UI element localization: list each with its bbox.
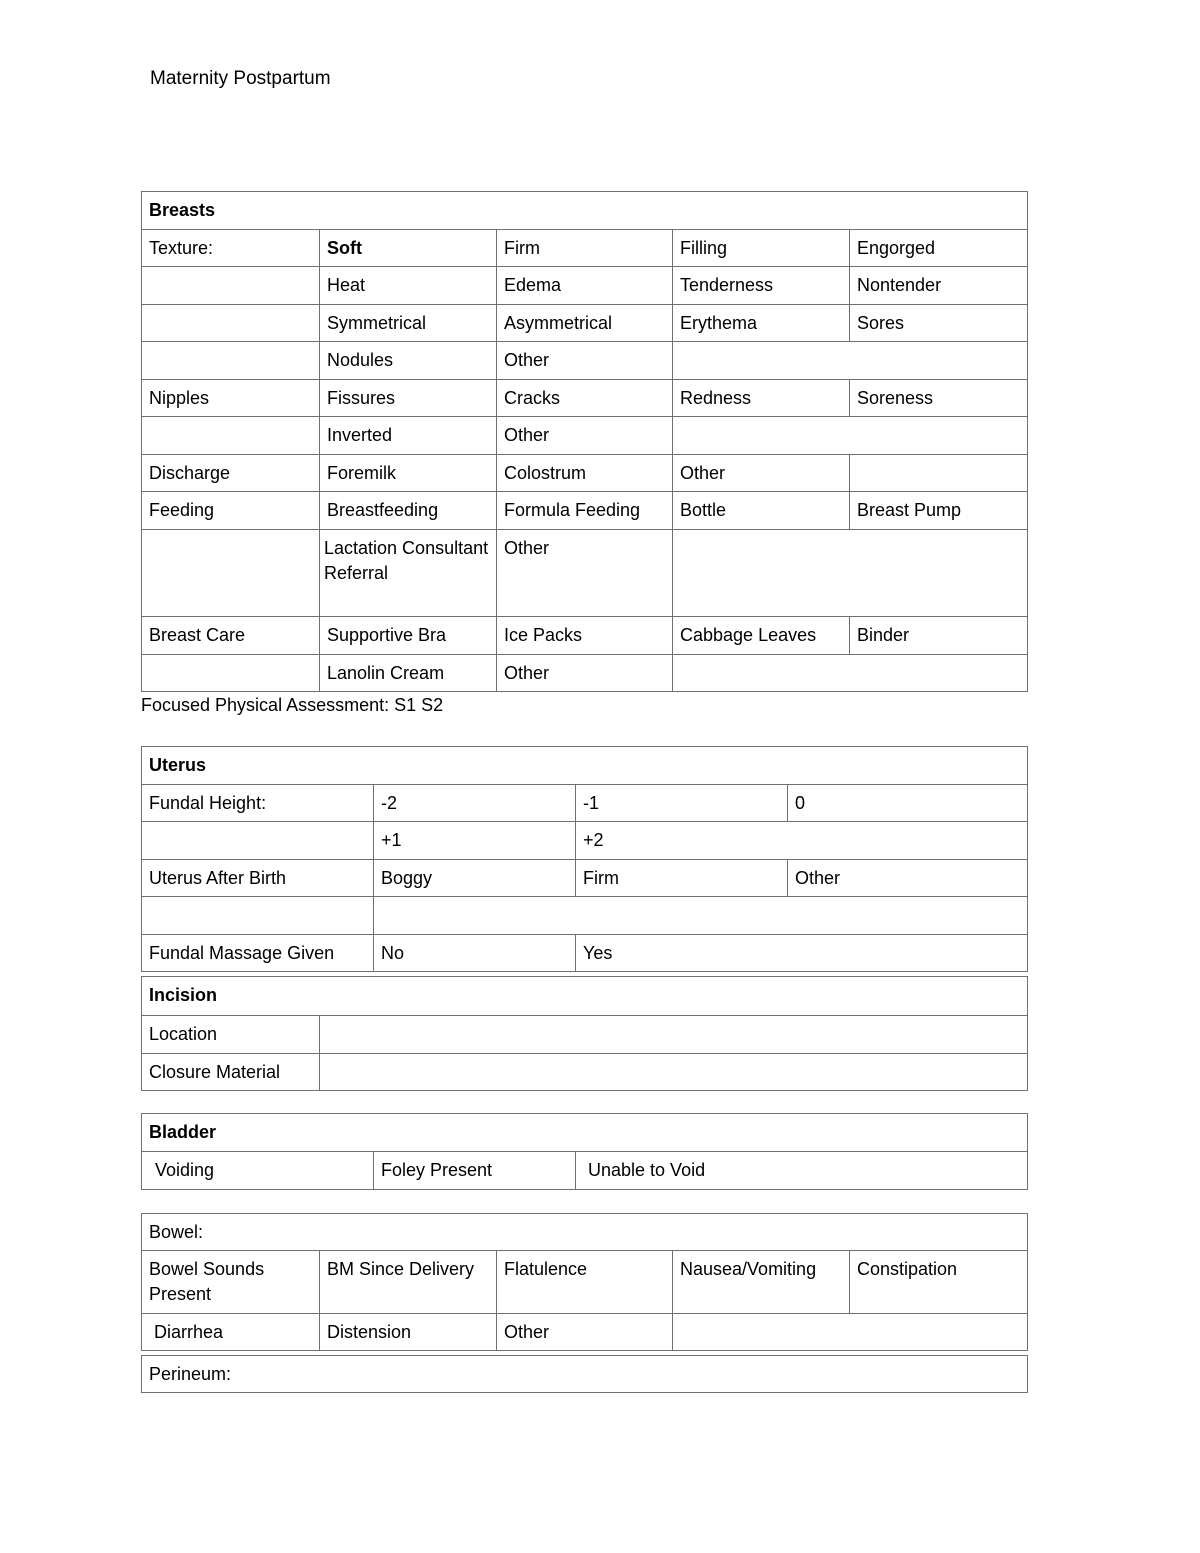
breasts-title: Breasts xyxy=(142,192,1028,230)
option-cell[interactable]: -1 xyxy=(576,785,788,822)
option-cell[interactable]: Distension xyxy=(320,1314,497,1351)
row-label: Uterus After Birth xyxy=(142,860,374,897)
blank-cell xyxy=(673,1314,1028,1351)
option-cell[interactable]: Soft xyxy=(320,230,497,267)
row-label: Discharge xyxy=(142,455,320,492)
option-cell[interactable]: Foley Present xyxy=(374,1152,576,1190)
option-cell[interactable]: Breast Pump xyxy=(850,492,1028,530)
page-title: Maternity Postpartum xyxy=(150,68,331,89)
option-cell[interactable]: Nodules xyxy=(320,342,497,380)
bladder-table xyxy=(141,1113,1028,1190)
option-cell[interactable]: Nontender xyxy=(850,267,1028,305)
option-cell[interactable]: Firm xyxy=(576,860,788,897)
option-cell[interactable]: Bottle xyxy=(673,492,850,530)
row-label: Feeding xyxy=(142,492,320,530)
location-field[interactable] xyxy=(320,1016,1028,1054)
option-cell[interactable]: Inverted xyxy=(320,417,497,455)
option-cell[interactable]: Ice Packs xyxy=(497,617,673,655)
option-cell[interactable]: Edema xyxy=(497,267,673,305)
option-cell[interactable]: Fissures xyxy=(320,380,497,417)
option-cell[interactable]: Other xyxy=(497,342,673,380)
assessment-line: Focused Physical Assessment: S1 S2 xyxy=(141,695,444,715)
blank-cell xyxy=(142,897,374,935)
incision-title: Incision xyxy=(142,977,1028,1016)
row-label: Closure Material xyxy=(142,1054,320,1091)
row-label: Fundal Height: xyxy=(142,785,374,822)
option-cell[interactable]: Constipation xyxy=(850,1251,1028,1314)
option-cell[interactable]: Unable to Void xyxy=(576,1152,1028,1190)
option-cell[interactable]: Firm xyxy=(497,230,673,267)
option-cell[interactable]: Binder xyxy=(850,617,1028,655)
option-cell[interactable]: Foremilk xyxy=(320,455,497,492)
option-cell[interactable]: Symmetrical xyxy=(320,305,497,342)
option-cell[interactable]: Colostrum xyxy=(497,455,673,492)
blank-cell xyxy=(374,897,1028,935)
option-cell[interactable]: Other xyxy=(788,860,1028,897)
row-label: Fundal Massage Given xyxy=(142,935,374,972)
option-cell[interactable]: Sores xyxy=(850,305,1028,342)
option-cell[interactable]: Heat xyxy=(320,267,497,305)
option-cell[interactable]: Other xyxy=(673,455,850,492)
option-cell[interactable]: Bowel Sounds Present xyxy=(142,1251,320,1314)
option-cell[interactable]: Other xyxy=(497,530,673,617)
option-cell[interactable]: +2 xyxy=(576,822,1028,860)
option-cell[interactable]: No xyxy=(374,935,576,972)
blank-cell xyxy=(673,530,1028,617)
row-label: Breast Care xyxy=(142,617,320,655)
option-cell[interactable]: Breastfeeding xyxy=(320,492,497,530)
option-cell[interactable]: Engorged xyxy=(850,230,1028,267)
option-cell[interactable]: Nausea/Vomiting xyxy=(673,1251,850,1314)
option-cell[interactable]: Cracks xyxy=(497,380,673,417)
row-label: Texture: xyxy=(142,230,320,267)
incision-table xyxy=(141,976,1028,1091)
option-cell[interactable]: Voiding xyxy=(142,1152,374,1190)
option-cell[interactable]: Boggy xyxy=(374,860,576,897)
option-cell[interactable]: Filling xyxy=(673,230,850,267)
blank-cell xyxy=(850,455,1028,492)
perineum-title: Perineum: xyxy=(142,1356,1028,1393)
option-cell[interactable]: Other xyxy=(497,1314,673,1351)
row-label: Nipples xyxy=(142,380,320,417)
row-label xyxy=(142,530,320,617)
row-label xyxy=(142,267,320,305)
option-cell[interactable]: Soreness xyxy=(850,380,1028,417)
row-label xyxy=(142,417,320,455)
option-cell[interactable]: Cabbage Leaves xyxy=(673,617,850,655)
bladder-title: Bladder xyxy=(142,1114,1028,1152)
blank-cell xyxy=(673,655,1028,692)
option-cell[interactable]: Flatulence xyxy=(497,1251,673,1314)
bowel-table xyxy=(141,1213,1028,1351)
option-cell[interactable]: Lactation Consultant Referral xyxy=(320,530,497,617)
uterus-title: Uterus xyxy=(142,747,1028,785)
option-cell[interactable]: Other xyxy=(497,417,673,455)
option-cell[interactable]: Tenderness xyxy=(673,267,850,305)
option-cell[interactable]: BM Since Delivery xyxy=(320,1251,497,1314)
option-cell[interactable]: +1 xyxy=(374,822,576,860)
closure-material-field[interactable] xyxy=(320,1054,1028,1091)
row-label xyxy=(142,305,320,342)
row-label: Location xyxy=(142,1016,320,1054)
option-cell[interactable]: 0 xyxy=(788,785,1028,822)
option-cell[interactable]: Diarrhea xyxy=(142,1314,320,1351)
option-cell[interactable]: Supportive Bra xyxy=(320,617,497,655)
blank-cell xyxy=(673,417,1028,455)
option-cell[interactable]: Redness xyxy=(673,380,850,417)
blank-cell xyxy=(142,822,374,860)
blank-cell xyxy=(673,342,1028,380)
option-cell[interactable]: Yes xyxy=(576,935,1028,972)
perineum-table xyxy=(141,1355,1028,1393)
option-cell[interactable]: Other xyxy=(497,655,673,692)
option-cell[interactable]: Lanolin Cream xyxy=(320,655,497,692)
option-cell[interactable]: Erythema xyxy=(673,305,850,342)
row-label xyxy=(142,342,320,380)
row-label xyxy=(142,655,320,692)
uterus-table xyxy=(141,746,1028,972)
option-cell[interactable]: Formula Feeding xyxy=(497,492,673,530)
bowel-title: Bowel: xyxy=(142,1214,1028,1251)
breasts-table xyxy=(141,191,1028,692)
option-cell[interactable]: -2 xyxy=(374,785,576,822)
option-cell[interactable]: Asymmetrical xyxy=(497,305,673,342)
